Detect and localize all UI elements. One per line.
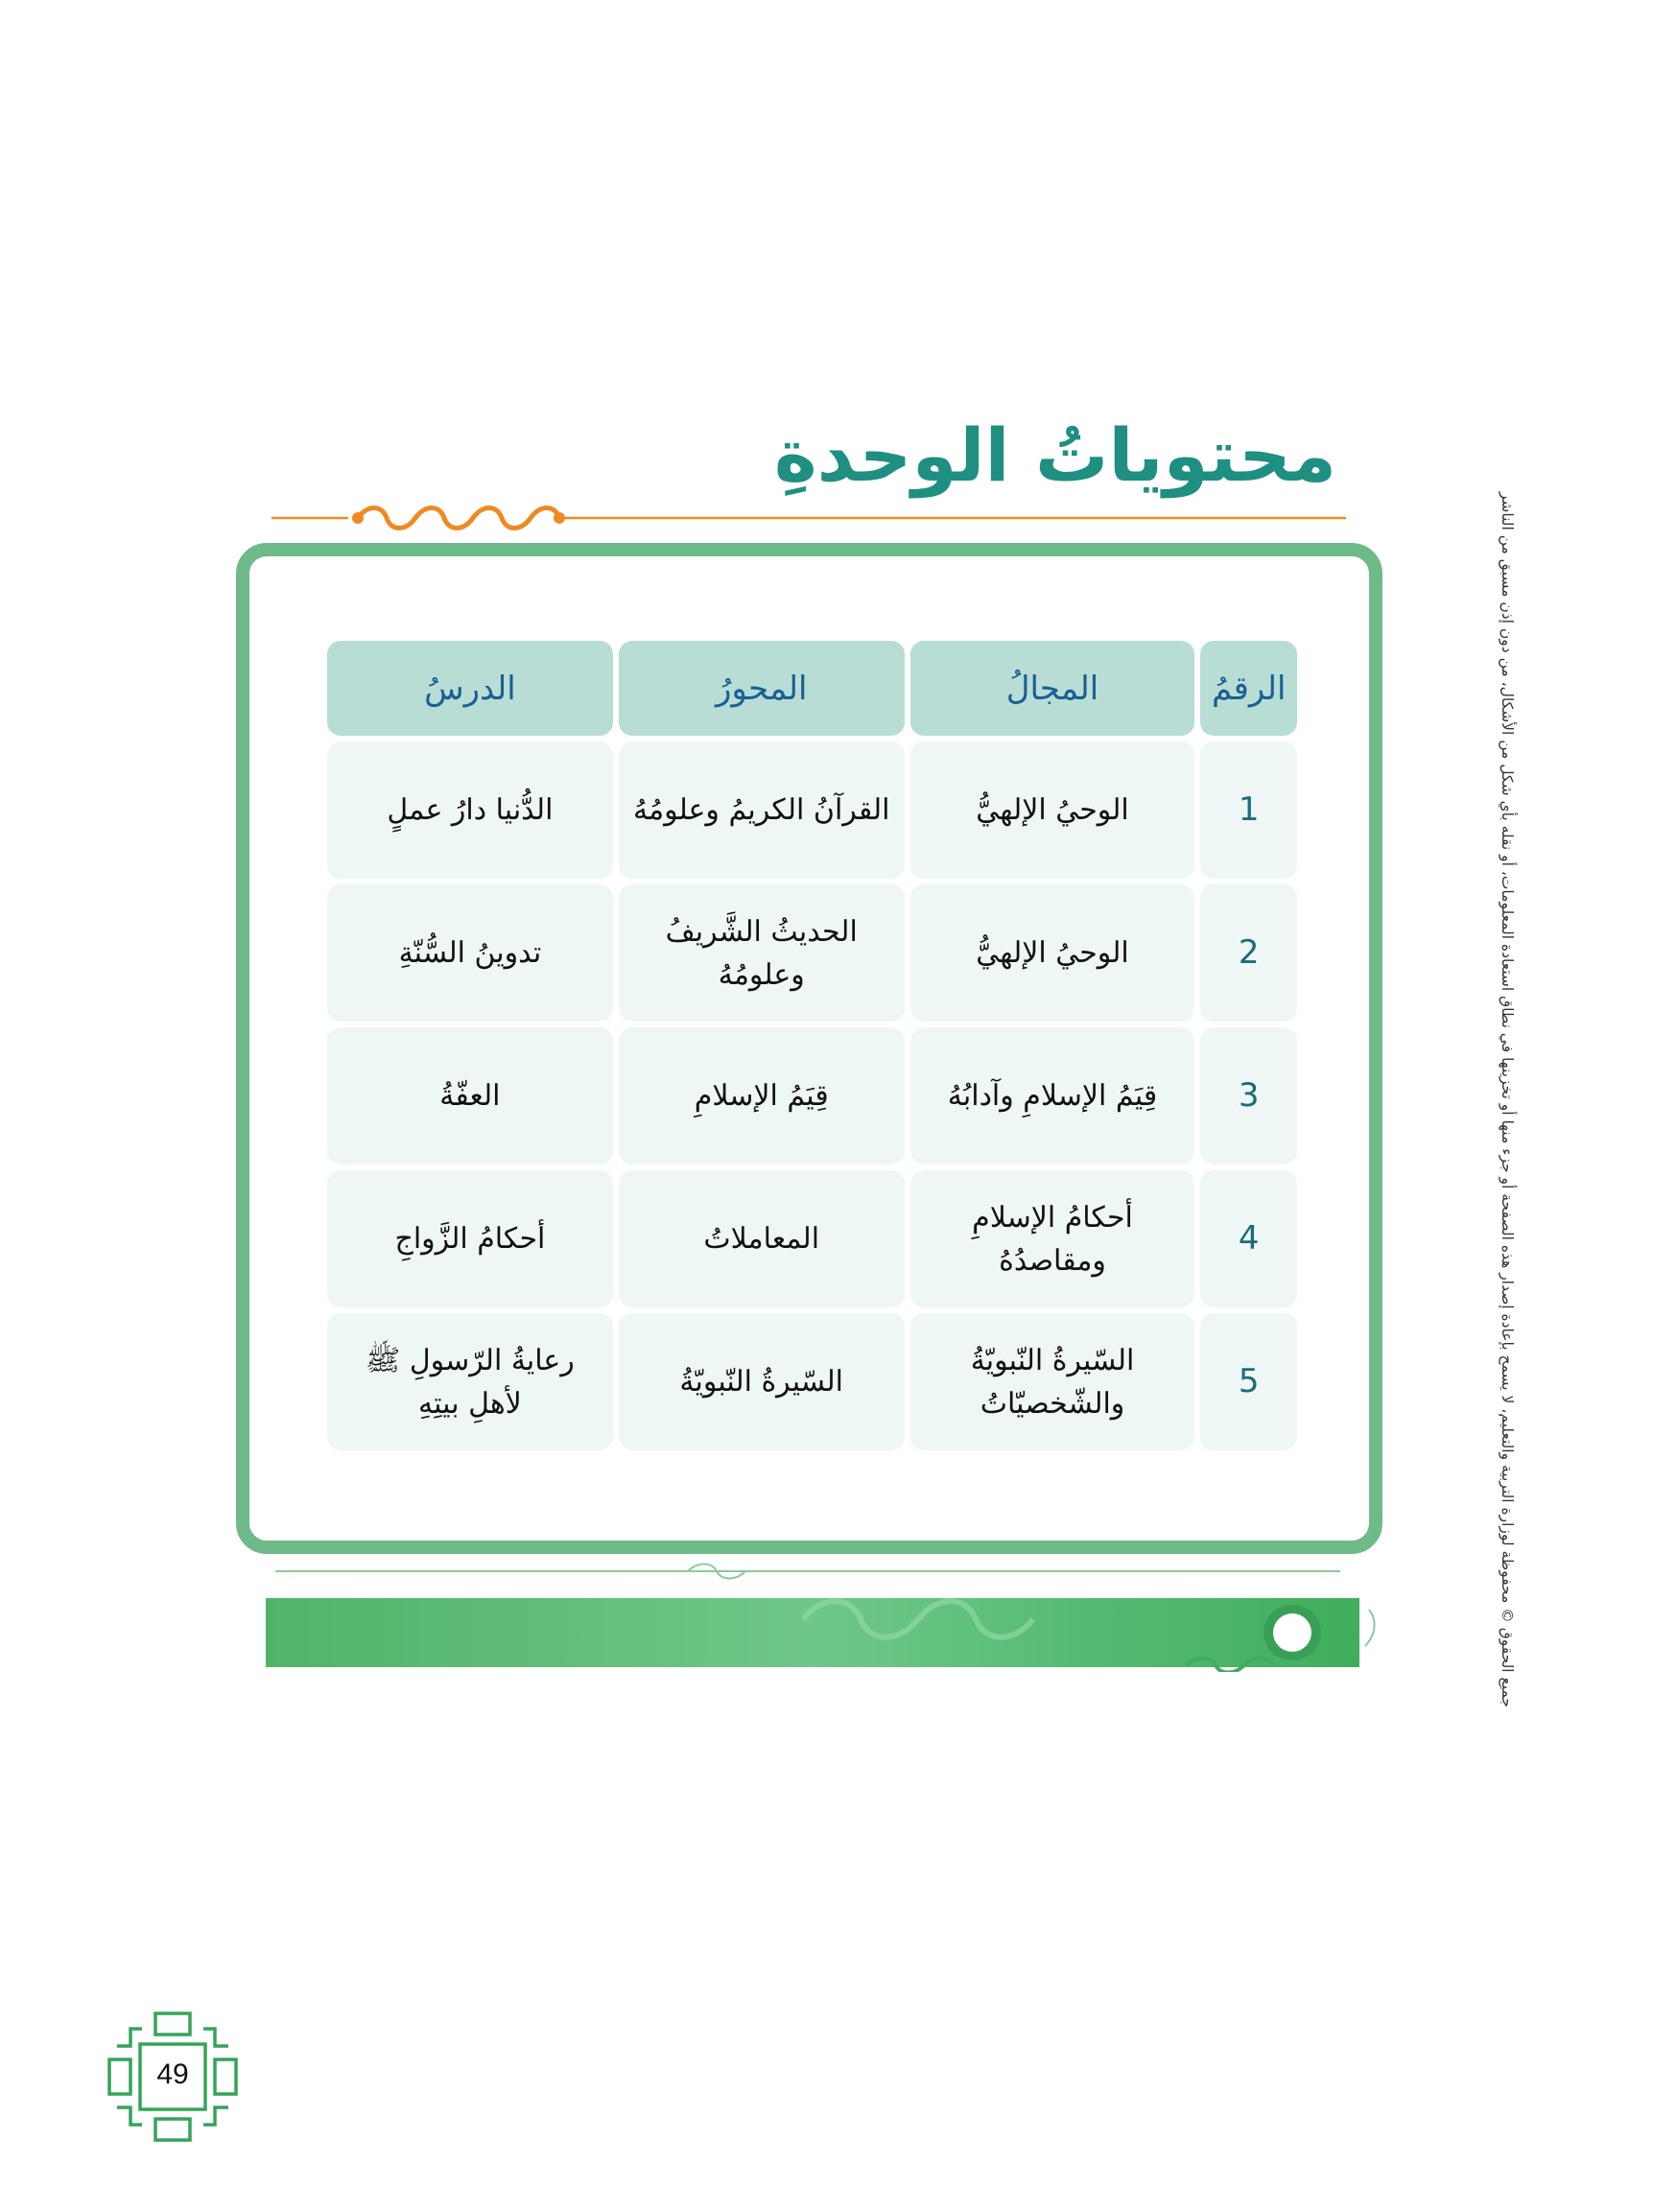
column-header-domain: المجالُ	[910, 641, 1195, 736]
column-header-axis: المحورُ	[619, 641, 905, 736]
row-axis: الحديثُ الشَّريفُ وعلومُهُ	[619, 884, 905, 1022]
row-axis: قِيَمُ الإسلامِ	[619, 1027, 905, 1165]
contents-table	[321, 635, 1303, 1456]
title-ornament-rule	[272, 504, 1346, 532]
row-axis: القرآنُ الكريمُ وعلومُهُ	[619, 741, 905, 879]
row-lesson: العفّةُ	[327, 1027, 613, 1165]
row-number: 3	[1200, 1027, 1297, 1165]
row-number: 5	[1200, 1313, 1297, 1450]
row-number: 2	[1200, 884, 1297, 1022]
row-lesson: تدوينُ السُّنّةِ	[327, 884, 613, 1022]
row-axis: السّيرةُ النّبويّةُ	[619, 1313, 905, 1450]
table-row	[327, 1170, 1297, 1307]
row-number: 1	[1200, 741, 1297, 879]
table-row	[327, 741, 1297, 879]
row-lesson: رعايةُ الرّسولِ ﷺ لأهلِ بيتِهِ	[327, 1313, 613, 1450]
table-row	[327, 884, 1297, 1022]
copyright-note: جميع الحقوق © محفوظة لوزارة التربية والتعليم، لا يسمح بإعادة إصدار هذه الصفحة أو جزء منها أو تخزينها في نطاق استعادة المعلومات، أو نقله بأي شكل من الأشكال، من دون إذن مسبق من الناشر	[1499, 491, 1516, 1707]
table-row	[327, 1313, 1297, 1450]
page-number: 49	[156, 2059, 189, 2090]
row-number: 4	[1200, 1170, 1297, 1307]
row-axis: المعاملاتُ	[619, 1170, 905, 1307]
row-domain: الوحيُ الإلهيُّ	[910, 884, 1195, 1022]
row-lesson: أحكامُ الزَّواجِ	[327, 1170, 613, 1307]
decorative-banner	[266, 1562, 1386, 1672]
row-domain: الوحيُ الإلهيُّ	[910, 741, 1195, 879]
row-domain: السّيرةُ النّبويّةُ والشّخصيّاتُ	[910, 1313, 1195, 1450]
column-header-lesson: الدرسُ	[327, 641, 613, 736]
table-row	[327, 1027, 1297, 1165]
page-title: محتوياتُ الوحدةِ	[773, 412, 1336, 498]
column-header-number: الرقمُ	[1200, 641, 1297, 736]
table-header-row	[327, 641, 1297, 736]
row-lesson: الدُّنيا دارُ عملٍ	[327, 741, 613, 879]
row-domain: قِيَمُ الإسلامِ وآدابُهُ	[910, 1027, 1195, 1165]
row-domain: أحكامُ الإسلامِ ومقاصدُهُ	[910, 1170, 1195, 1307]
